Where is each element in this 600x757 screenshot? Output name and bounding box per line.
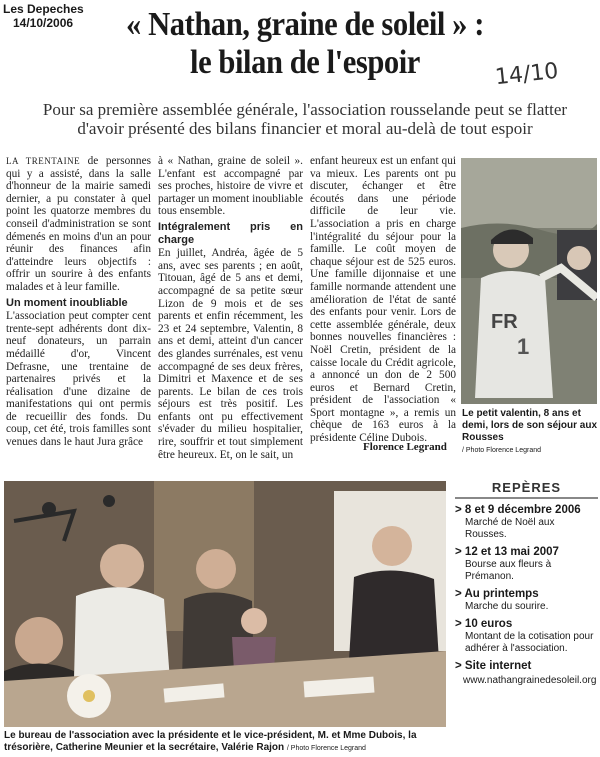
paragraph: L'association peut compter cent trente-sept adhérents dont dix-neuf donateurs, un parrain médaillé d'or, Vincent Defrasne, une trentaine de partenaires privés et la réalisation d'une dizaine de manifestations qui ont permis de recueillir des fonds. Du coup, cet été, trois familles sont venues dans le haut Jura grâce bbox=[6, 310, 151, 449]
article-column-1 bbox=[6, 155, 151, 451]
photo-bottom-caption bbox=[4, 730, 450, 755]
paragraph: enfant heureux est un enfant qui va mieux. Les parents ont pu discuter, échanger et être écoutés dans une période difficile de leur vie. L'association a pris en charge l'intégralité du séjour pour la famille. Le coût moyen de chaque séjour est de 525 euros. Une famille dijonnaise et une famille normande attendent une amélioration de l'état de santé des enfants pour venir. Lors de cette assemblée générale, deux bonnes nouvelles financières : Noël Cretin, président de la caisse locale du Crédit agricole, a annoncé un don de 2 500 euros et Bernard Cretin, président de l'association « Sport montagne », a remis un chèque de 163 euros à la présidente Céline Dubois. bbox=[310, 155, 456, 445]
reperes-item: > 10 euros Montant de la cotisation pour adhérer à l'association. bbox=[455, 618, 594, 654]
svg-text:1: 1 bbox=[517, 334, 530, 359]
headline bbox=[116, 6, 494, 82]
subheading: Intégralement pris en charge bbox=[158, 220, 303, 246]
reperes-box bbox=[455, 480, 598, 750]
source-name: Les Depeches bbox=[3, 2, 84, 16]
article-column-3 bbox=[310, 155, 456, 447]
photo-illustration bbox=[461, 158, 597, 404]
source-date: 14/10/2006 bbox=[13, 16, 74, 30]
website-link[interactable]: www.nathangrainedesoleil.org bbox=[463, 675, 597, 686]
intro-deck: Pour sa première assemblée générale, l'association rousselande peut se flatter d'avoir présenté des bilans financier et moral au-delà de tout espoir bbox=[42, 100, 568, 138]
reperes-item: > 12 et 13 mai 2007 Bourse aux fleurs à Prémanon. bbox=[455, 546, 559, 582]
paragraph: En juillet, Andréa, âgée de 5 ans, avec ses parents ; en août, Titouan, âgé de 5 ans et demi, accompagné de sa petite sœur Lizon de 9 mois et de ses parents et enfin récemment, les 23 et 24 septembre, Valentin, 8 ans et demi, atteint d'un cancer des glandes surrénales, est venu accompagné de ses deux frères, Dimitri et Maxence et de ses parents. Le bilan de ces trois séjours est très positif. Les enfants ont pu effectivement s'évader du milieu hospitalier, rire, souffrir et tout simplement être heureux. Et, on le sait, un bbox=[158, 247, 303, 461]
dropcap-word: LA TRENTAINE bbox=[6, 156, 81, 166]
caption-text: Le petit valentin, 8 ans et demi, lors de son séjour aux Rousses bbox=[462, 408, 598, 443]
newspaper-source bbox=[3, 2, 84, 30]
photo-illustration bbox=[4, 481, 446, 727]
reperes-item: > 8 et 9 décembre 2006 Marché de Noël aux Rousses. bbox=[455, 504, 581, 540]
reperes-item: > Au printemps Marche du sourire. bbox=[455, 588, 549, 612]
paragraph: LA TRENTAINE de personnes qui y a assisté, dans la salle d'honneur de la mairie samedi dernier, a pu constater à quel point les quatorze membres du conseil d'administration se sont démenés en moins d'un an pour réunir des finances afin d'atteindre leurs objectifs : offrir un sourire à des enfants malades et à leur famille. bbox=[6, 155, 151, 293]
photo-credit: / Photo Florence Legrand bbox=[286, 745, 366, 752]
photo-association-board bbox=[4, 481, 446, 727]
svg-text:FR: FR bbox=[491, 311, 518, 333]
subheading: Un moment inoubliable bbox=[6, 296, 128, 309]
reperes-title: REPÈRES bbox=[455, 480, 598, 499]
photo-credit: / Photo Florence Legrand bbox=[462, 447, 541, 454]
caption-text: Le bureau de l'association avec la présidente et le vice-président, M. et Mme Dubois, la trésorière, Catherine Meunier et la secrétaire, Valérie Rajon bbox=[4, 730, 417, 753]
headline-line-2: le bilan de l'espoir bbox=[190, 44, 420, 81]
photo-top-caption bbox=[462, 408, 598, 457]
author-signature: Florence Legrand bbox=[363, 441, 447, 453]
reperes-item: > Site internet bbox=[455, 660, 532, 672]
photo-child-jersey bbox=[461, 158, 597, 404]
article-column-2 bbox=[158, 155, 303, 463]
headline-line-1: « Nathan, graine de soleil » : bbox=[126, 6, 484, 43]
paragraph: à « Nathan, graine de soleil ». L'enfant est accompagné par ses proches, histoire de vivre et partager un moment inoubliable tous ensemble. bbox=[158, 155, 303, 218]
handwritten-date-note: 14/10 bbox=[493, 58, 560, 91]
